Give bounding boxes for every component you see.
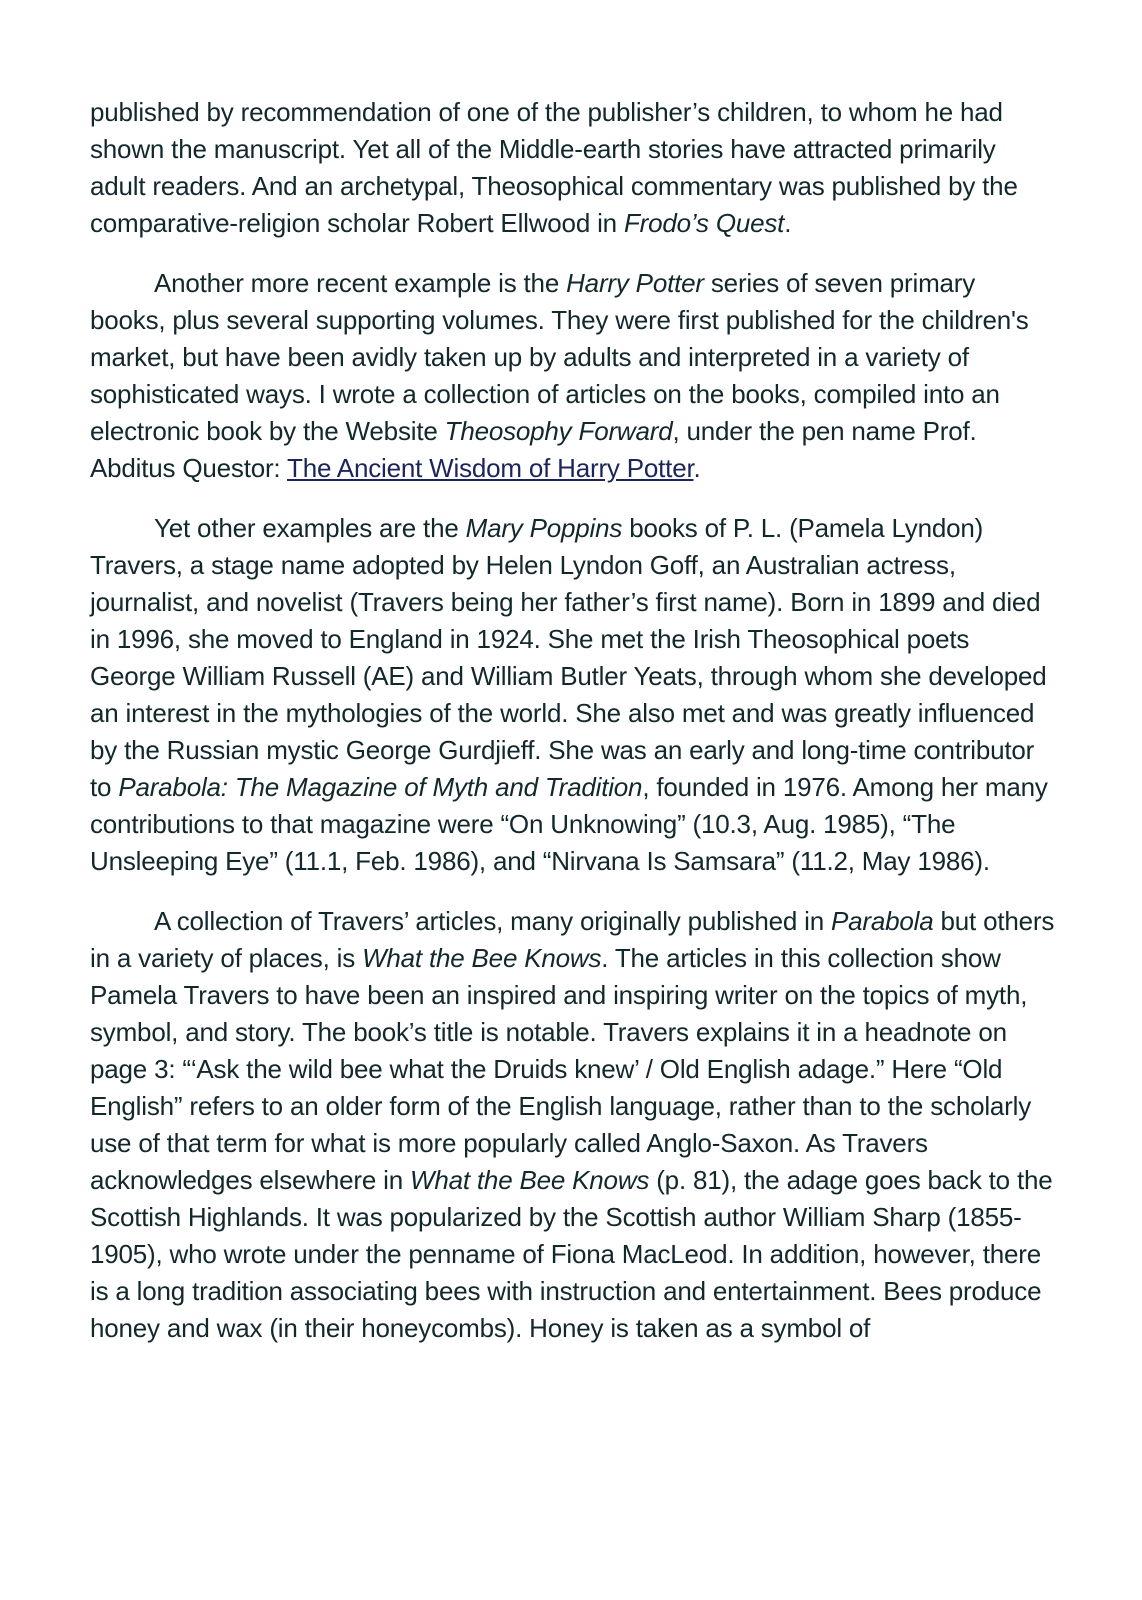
text-run: .	[693, 453, 701, 483]
italic-text-run: Harry Potter	[566, 268, 704, 298]
italic-text-run: What the Bee Knows	[410, 1165, 650, 1195]
italic-text-run: Frodo’s Quest	[623, 208, 785, 238]
paragraph	[90, 94, 1056, 242]
document-text	[90, 94, 1056, 1370]
text-run: published by recommendation of one of the publisher’s children, to whom he had shown the manuscript. Yet all of the Middle-earth stories have attracted primarily adult readers. And an archetypal, Theosophical commentary was published by the comparative-religion scholar Robert Ellwood in	[90, 97, 1018, 238]
text-run: but others in a variety of places, is	[90, 906, 1055, 973]
italic-text-run: Parabola	[831, 906, 934, 936]
paragraph	[90, 510, 1056, 880]
text-run: , founded in 1976. Among her many contributions to that magazine were “On Unknowing” (10.3, Aug. 1985), “The Unsleeping Eye” (11.1, Feb. 1986), and “Nirvana Is Samsara” (11.2, May 1986).	[90, 772, 1048, 876]
italic-text-run: Parabola: The Magazine of Myth and Tradition	[118, 772, 643, 802]
italic-text-run: What the Bee Knows	[362, 943, 602, 973]
paragraph	[90, 903, 1056, 1347]
text-run: Yet other examples are the	[154, 513, 466, 543]
text-run: , under the pen name Prof. Abditus Questor:	[90, 416, 977, 483]
text-run: books of P. L. (Pamela Lyndon) Travers, a stage name adopted by Helen Lyndon Goff, an Australian actress, journalist, and novelist (Travers being her father’s first name). Born in 1899 and died in 1996, she moved to England in 1924. She met the Irish Theosophical poets George William Russell (AE) and William Butler Yeats, through whom she developed an interest in the mythologies of the world. She also met and was greatly influenced by the Russian mystic George Gurdjieff. She was an early and long-time contributor to	[90, 513, 1047, 802]
italic-text-run: Mary Poppins	[465, 513, 623, 543]
text-run: .	[784, 208, 792, 238]
paragraph	[90, 265, 1056, 487]
ancient-wisdom-harry-potter-link[interactable]: The Ancient Wisdom of Harry Potter	[287, 453, 694, 483]
text-run: series of seven primary books, plus several supporting volumes. They were first published for the children's market, but have been avidly taken up by adults and interpreted in a variety of sophisticated ways. I wrote a collection of articles on the books, compiled into an electronic book by the Website	[90, 268, 1029, 446]
text-run: A collection of Travers’ articles, many originally published in	[154, 906, 831, 936]
italic-text-run: Theosophy Forward	[444, 416, 673, 446]
text-run: Another more recent example is the	[154, 268, 567, 298]
text-run: . The articles in this collection show Pamela Travers to have been an inspired and inspiring writer on the topics of myth, symbol, and story. The book’s title is notable. Travers explains it in a headnote on page 3: “‘Ask the wild bee what the Druids knew’ / Old English adage.” Here “Old English” refers to an older form of the English language, rather than to the scholarly use of that term for what is more popularly called Anglo-Saxon. As Travers acknowledges elsewhere in	[90, 943, 1032, 1195]
text-run: (p. 81), the adage goes back to the Scottish Highlands. It was popularized by the Scottish author William Sharp (1855-1905), who wrote under the penname of Fiona MacLeod. In addition, however, there is a long tradition associating bees with instruction and entertainment. Bees produce honey and wax (in their honeycombs). Honey is taken as a symbol of	[90, 1165, 1053, 1343]
